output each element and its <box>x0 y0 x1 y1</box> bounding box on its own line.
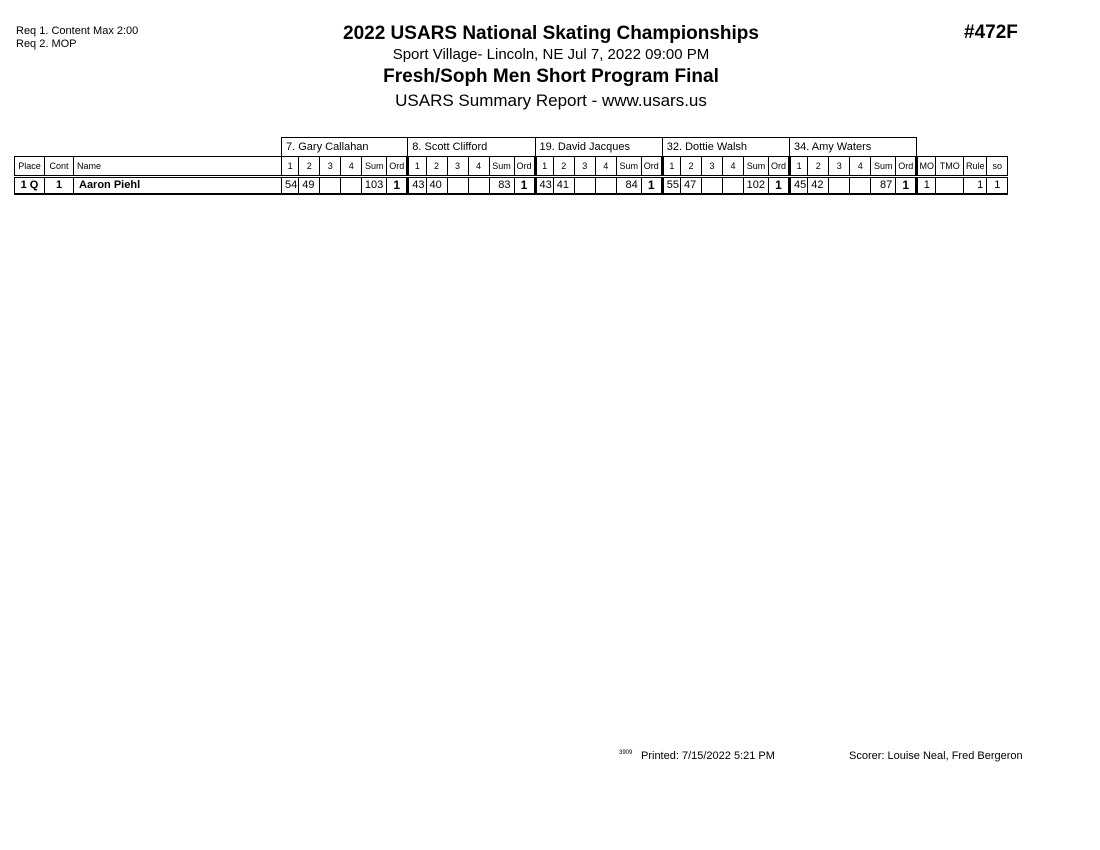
requirement-1: Req 1. Content Max 2:00 <box>16 25 139 37</box>
col-ord: Ord <box>387 157 408 177</box>
place-cell: 1 Q <box>15 177 45 194</box>
col-ord: Ord <box>641 157 662 177</box>
col-score-2: 2 <box>681 157 702 177</box>
col-score-2: 2 <box>553 157 574 177</box>
col-score-1: 1 <box>282 157 299 177</box>
footer-code: 3909 <box>619 750 633 756</box>
ordinal-cell: 1 <box>896 177 917 194</box>
requirements <box>16 25 138 51</box>
col-cont: Cont <box>45 157 74 177</box>
score-cell <box>595 177 616 194</box>
col-score-3: 3 <box>320 157 341 177</box>
col-so: so <box>987 157 1008 177</box>
col-score-4: 4 <box>341 157 362 177</box>
col-score-3: 3 <box>447 157 468 177</box>
col-rule: Rule <box>964 157 987 177</box>
col-score-1: 1 <box>535 157 553 177</box>
col-score-2: 2 <box>299 157 320 177</box>
printed-timestamp: Printed: 7/15/2022 5:21 PM <box>641 750 775 762</box>
ordinal-cell: 1 <box>514 177 535 194</box>
col-score-1: 1 <box>790 157 808 177</box>
ordinal-cell: 1 <box>641 177 662 194</box>
blank-cell <box>917 138 1008 157</box>
col-sum: Sum <box>616 157 641 177</box>
report-subtitle: USARS Summary Report - www.usars.us <box>395 91 707 110</box>
judge-name: 8. Scott Clifford <box>408 138 535 157</box>
column-header-row <box>15 157 1008 177</box>
sum-cell: 102 <box>744 177 769 194</box>
ordinal-cell: 1 <box>769 177 790 194</box>
score-cell: 41 <box>553 177 574 194</box>
report-header <box>300 22 802 113</box>
score-cell: 43 <box>408 177 426 194</box>
score-cell <box>829 177 850 194</box>
judge-name: 19. David Jacques <box>535 138 662 157</box>
requirement-2: Req 2. MOP <box>16 38 77 50</box>
venue-date: Sport Village- Lincoln, NE Jul 7, 2022 09:00 PM <box>392 46 710 63</box>
col-ord: Ord <box>896 157 917 177</box>
sum-cell: 84 <box>616 177 641 194</box>
score-cell <box>447 177 468 194</box>
col-score-1: 1 <box>662 157 680 177</box>
col-sum: Sum <box>362 157 387 177</box>
col-score-4: 4 <box>595 157 616 177</box>
col-score-1: 1 <box>408 157 426 177</box>
blank-cell <box>15 138 282 157</box>
col-mo: MO <box>917 157 936 177</box>
sum-cell: 87 <box>871 177 896 194</box>
col-place: Place <box>15 157 45 177</box>
col-sum: Sum <box>871 157 896 177</box>
col-score-3: 3 <box>829 157 850 177</box>
col-score-2: 2 <box>426 157 447 177</box>
score-cell <box>341 177 362 194</box>
score-cell: 47 <box>681 177 702 194</box>
score-cell <box>468 177 489 194</box>
col-score-4: 4 <box>723 157 744 177</box>
score-cell: 55 <box>662 177 680 194</box>
col-score-3: 3 <box>702 157 723 177</box>
scorer-names: Scorer: Louise Neal, Fred Bergeron <box>849 750 1023 762</box>
score-cell: 54 <box>282 177 299 194</box>
event-title: Fresh/Soph Men Short Program Final <box>383 66 719 87</box>
rule-cell: 1 <box>964 177 987 194</box>
score-cell: 42 <box>808 177 829 194</box>
cont-cell: 1 <box>45 177 74 194</box>
competition-title: 2022 USARS National Skating Championships <box>343 23 759 44</box>
col-score-3: 3 <box>574 157 595 177</box>
skater-name: Aaron Piehl <box>74 177 282 194</box>
results-table <box>14 137 1008 195</box>
judge-name: 32. Dottie Walsh <box>662 138 789 157</box>
score-cell: 49 <box>299 177 320 194</box>
mo-cell: 1 <box>917 177 936 194</box>
judge-name: 34. Amy Waters <box>790 138 917 157</box>
so-cell: 1 <box>987 177 1008 194</box>
col-tmo: TMO <box>936 157 964 177</box>
col-score-4: 4 <box>850 157 871 177</box>
ordinal-cell: 1 <box>387 177 408 194</box>
tmo-cell <box>936 177 964 194</box>
score-cell <box>702 177 723 194</box>
sum-cell: 83 <box>489 177 514 194</box>
col-ord: Ord <box>514 157 535 177</box>
col-score-2: 2 <box>808 157 829 177</box>
judge-header-row <box>15 138 1008 157</box>
score-cell: 45 <box>790 177 808 194</box>
score-cell <box>574 177 595 194</box>
col-ord: Ord <box>769 157 790 177</box>
score-cell: 43 <box>535 177 553 194</box>
sum-cell: 103 <box>362 177 387 194</box>
score-cell <box>320 177 341 194</box>
score-cell <box>850 177 871 194</box>
score-cell: 40 <box>426 177 447 194</box>
col-score-4: 4 <box>468 157 489 177</box>
score-cell <box>723 177 744 194</box>
col-sum: Sum <box>489 157 514 177</box>
table-row <box>15 177 1008 194</box>
event-number: #472F <box>964 22 1018 43</box>
col-sum: Sum <box>744 157 769 177</box>
judge-name: 7. Gary Callahan <box>282 138 408 157</box>
col-name: Name <box>74 157 282 177</box>
